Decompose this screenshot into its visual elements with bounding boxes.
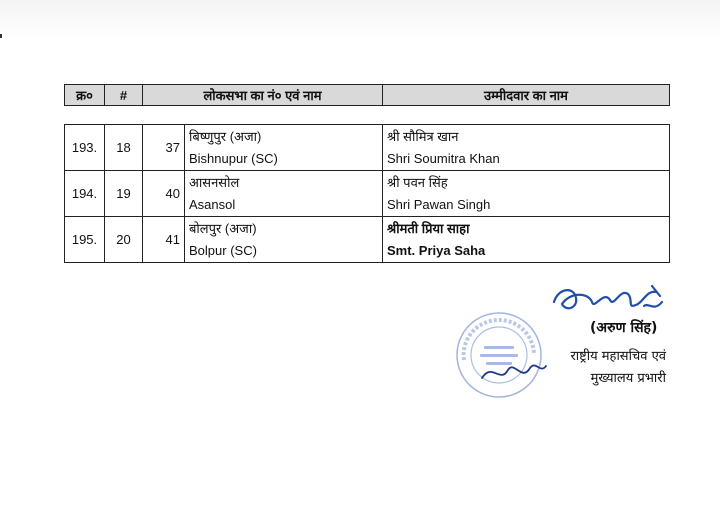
candidate-name-english: Shri Pawan Singh xyxy=(387,196,491,212)
top-band xyxy=(0,0,720,40)
signatory-title-line2: मुख्यालय प्रभारी xyxy=(590,371,666,386)
signature-scribble xyxy=(548,282,668,316)
candidate-name-english: Smt. Priya Saha xyxy=(387,242,486,258)
constituency-name-cell xyxy=(185,125,383,171)
constituency-name-english: Bishnupur (SC) xyxy=(189,150,278,166)
candidate-cell xyxy=(383,171,670,217)
constituency-number-cell: 41 xyxy=(143,217,185,263)
constituency-name-cell xyxy=(185,171,383,217)
constituency-name-hindi: बोलपुर (अजा) xyxy=(189,220,257,236)
number-cell: 19 xyxy=(105,171,143,217)
signatory-title-line1: राष्ट्रीय महासचिव एवं xyxy=(570,349,666,364)
header-constituency: लोकसभा का नं० एवं नाम xyxy=(143,85,383,105)
number-cell: 20 xyxy=(105,217,143,263)
candidate-table xyxy=(64,124,670,263)
number-cell: 18 xyxy=(105,125,143,171)
constituency-name-hindi: आसनसोल xyxy=(189,174,240,190)
candidate-name-hindi: श्रीमती प्रिया साहा xyxy=(387,220,470,236)
serial-cell: 193. xyxy=(65,125,105,171)
constituency-number-cell: 37 xyxy=(143,125,185,171)
candidate-cell xyxy=(383,125,670,171)
header-number: # xyxy=(105,85,143,105)
constituency-name-english: Asansol xyxy=(189,196,236,212)
table-row xyxy=(65,217,670,263)
constituency-name-hindi: बिष्णुपुर (अजा) xyxy=(189,128,262,144)
header-candidate: उम्मीदवार का नाम xyxy=(484,88,568,103)
constituency-name-cell xyxy=(185,217,383,263)
serial-cell: 194. xyxy=(65,171,105,217)
serial-cell: 195. xyxy=(65,217,105,263)
candidate-name-hindi: श्री सौमित्र खान xyxy=(387,128,459,144)
constituency-number-cell: 40 xyxy=(143,171,185,217)
constituency-name-english: Bolpur (SC) xyxy=(189,242,257,258)
candidate-name-hindi: श्री पवन सिंह xyxy=(387,174,448,190)
table-row xyxy=(65,171,670,217)
stamp-initials-scribble xyxy=(478,356,548,386)
signatory-name: (अरुण सिंह) xyxy=(590,320,658,336)
table-row xyxy=(65,125,670,171)
edge-mark xyxy=(0,34,2,38)
table-header xyxy=(64,84,670,106)
candidate-cell xyxy=(383,217,670,263)
candidate-name-english: Shri Soumitra Khan xyxy=(387,150,500,166)
header-serial: क्र० xyxy=(65,85,105,105)
